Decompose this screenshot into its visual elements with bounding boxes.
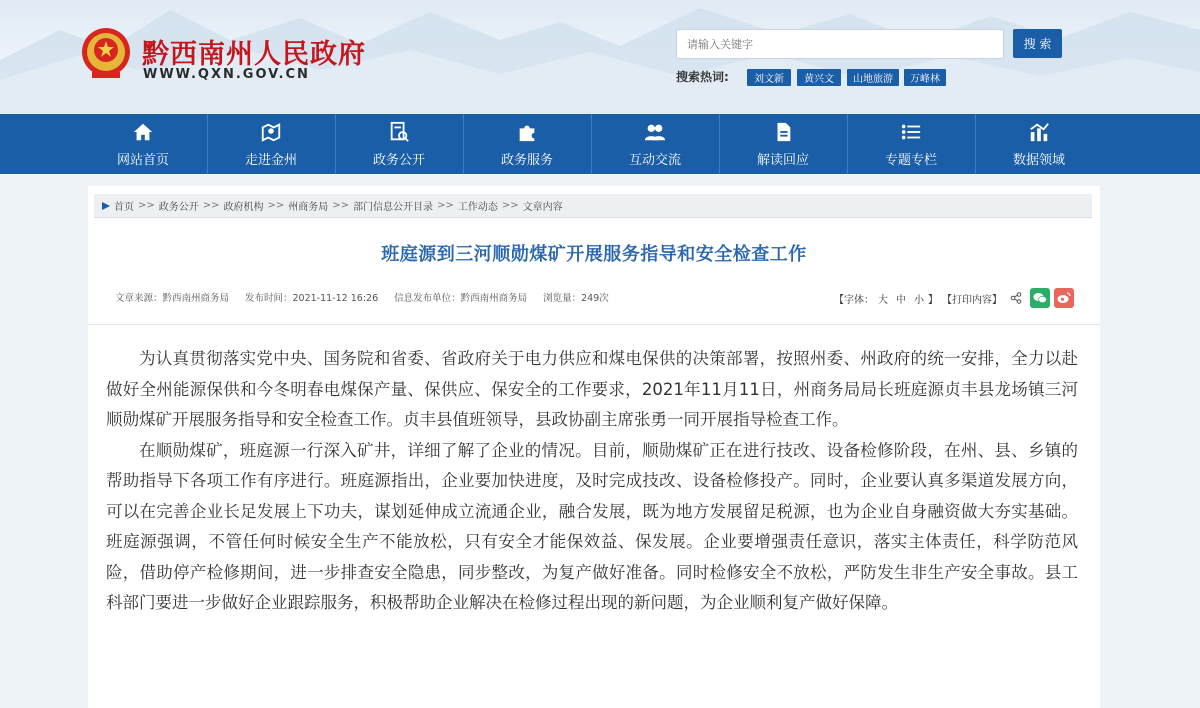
list-icon — [900, 121, 922, 143]
hot-tag[interactable]: 刘文新 — [747, 69, 791, 86]
nav-label: 专题专栏 — [884, 152, 937, 168]
file-icon — [772, 121, 794, 143]
content-panel — [88, 186, 1100, 708]
hot-tag[interactable]: 黄兴文 — [797, 69, 841, 86]
article-views: 浏览量：249次 — [543, 293, 609, 304]
article-paragraph: 在顺勋煤矿，班庭源一行深入矿井，详细了解了企业的情况。目前，顺勋煤矿正在进行技改、设备检修阶段，在州、县、乡镇的帮助指导下各项工作有序进行。班庭源指出，企业要加快进度，及时完成技改、设备检修投产。同时，企业要认真多渠道发展方向，可以在完善企业长足发展上下功夫，谋划延伸成立流通企业，融合发展，既为地方发展留足税源，也为企业自身融资做大夯实基础。班庭源强调，不管任何时候安全生产不能放松，只有安全才能保效益、保发展。企业要增强责任意识，落实主体责任，科学防范风险，借助停产检修期间，进一步排查安全隐患，同步整改，为复产做好准备。同时检修安全不放松，严防发生非生产安全事故。县工科部门要进一步做好企业跟踪服务，积极帮助企业解决在检修过程出现的新问题，为企业顺利复产做好保障。 — [106, 440, 1078, 612]
article-paragraph: 为认真贯彻落实党中央、国务院和省委、省政府关于电力供应和煤电保供的决策部署，按照州委、州政府的统一安排，全力以赴做好全州能源保供和今冬明春电煤保产量、保供应、保安全的工作要求，2021年11月11日，州商务局局长班庭源贞丰县龙场镇三河顺勋煤矿开展服务指导和安全检查工作。贞丰县值班领导，县政协副主席张勇一同开展指导检查工作。 — [106, 349, 1078, 429]
map-pin-icon — [260, 121, 282, 143]
nav-item-services[interactable] — [463, 114, 591, 174]
nav-label: 政务服务 — [500, 152, 553, 168]
nav-label: 互动交流 — [628, 152, 681, 168]
search-input[interactable] — [676, 29, 1004, 59]
breadcrumb — [94, 194, 1092, 218]
nav-label: 数据领域 — [1012, 152, 1065, 168]
nav-label: 政务公开 — [372, 152, 425, 168]
nav-label: 解读回应 — [756, 152, 809, 168]
breadcrumb-link[interactable]: 部门信息公开目录 — [353, 202, 434, 213]
nav-label: 网站首页 — [116, 152, 169, 168]
font-size-close: 】 — [928, 294, 938, 306]
article-publisher: 信息发布单位：黔西南州商务局 — [394, 293, 528, 304]
search-button[interactable]: 搜 索 — [1013, 29, 1062, 58]
wechat-share-icon[interactable] — [1030, 288, 1050, 308]
breadcrumb-current: 文章内容 — [522, 202, 563, 213]
font-large-button[interactable]: 大 — [878, 294, 888, 306]
hot-words-label: 搜索热词: — [676, 70, 729, 84]
breadcrumb-link[interactable]: 州商务局 — [288, 202, 329, 213]
article-title: 班庭源到三河顺勋煤矿开展服务指导和安全检查工作 — [381, 244, 807, 265]
document-search-icon — [388, 121, 410, 143]
nav-item-gov-open[interactable] — [335, 114, 463, 174]
breadcrumb-separator: >> — [501, 200, 519, 211]
nav-item-about[interactable] — [207, 114, 335, 174]
site-header — [0, 0, 1200, 114]
site-url: WWW.QXN.GOV.CN — [143, 67, 310, 82]
breadcrumb-link[interactable]: 政务公开 — [158, 202, 199, 213]
hot-tag[interactable]: 山地旅游 — [847, 69, 899, 86]
nav-label: 走进金州 — [244, 152, 297, 168]
arrow-right-icon — [102, 202, 110, 210]
article-source: 文章来源：黔西南州商务局 — [115, 293, 230, 304]
breadcrumb-link[interactable]: 政府机构 — [223, 202, 264, 213]
hot-tag[interactable]: 万峰林 — [904, 69, 946, 86]
breadcrumb-link[interactable]: 首页 — [114, 202, 134, 213]
nav-item-data[interactable] — [975, 114, 1103, 174]
nav-item-home[interactable] — [79, 114, 207, 174]
puzzle-icon — [516, 121, 538, 143]
weibo-share-icon[interactable] — [1054, 288, 1074, 308]
article-meta — [115, 290, 609, 304]
nav-item-topics[interactable] — [847, 114, 975, 174]
main-nav — [0, 114, 1200, 174]
article-publish-time: 发布时间：2021-11-12 16:26 — [245, 293, 379, 304]
national-emblem-icon — [80, 26, 132, 82]
nav-item-interaction[interactable] — [591, 114, 719, 174]
divider — [88, 324, 1100, 325]
share-icon[interactable] — [1010, 292, 1022, 304]
chart-icon — [1028, 121, 1050, 143]
home-icon — [132, 121, 154, 143]
breadcrumb-separator: >> — [267, 200, 285, 211]
breadcrumb-link[interactable]: 工作动态 — [457, 202, 498, 213]
font-size-label: 【字体： — [834, 294, 874, 306]
article-body — [106, 344, 1078, 619]
breadcrumb-separator: >> — [202, 200, 220, 211]
print-button[interactable]: 【打印内容】 — [942, 294, 1002, 306]
font-small-button[interactable]: 小 — [914, 294, 924, 306]
font-medium-button[interactable]: 中 — [896, 294, 906, 306]
breadcrumb-separator: >> — [332, 200, 350, 211]
article-tools — [834, 288, 1074, 308]
nav-item-interpretation[interactable] — [719, 114, 847, 174]
site-name: 黔西南州人民政府 — [142, 39, 366, 70]
breadcrumb-separator: >> — [437, 200, 454, 211]
people-icon — [644, 121, 666, 143]
breadcrumb-separator: >> — [138, 200, 155, 211]
